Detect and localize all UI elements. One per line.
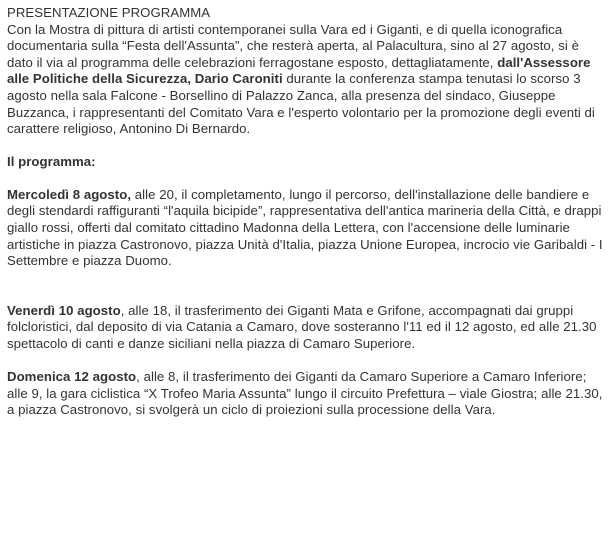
event-text: , alle 18, il trasferimento dei Giganti Mata e Grifone, accompagnati dai gruppi folcloristici, dal deposito di via Catania a Camaro, dove sosteranno l'11 ed il 12 agosto, ed alle 21.30 spettacolo di canti e danze siciliani nella piazza di Camaro Superiore. [7,302,597,351]
intro-text-start: Con la Mostra di pittura di artisti contemporanei sulla Vara ed i Giganti, e di quella iconografica documentaria sulla “Festa dell'Assunta”, che resterà aperta, al Palacultura, sino al 27 agosto, si è dato il via al programma delle celebrazioni ferragostane esposto, dettagliatamente, [7,21,579,70]
article-body [7,5,605,419]
event-text: alle 20, il completamento, lungo il percorso, dell'installazione delle bandiere e degli stendardi raffiguranti “l'aquila bicipide”, rappresentativa dell'antica marineria della Città, e drappi giallo rossi, offerti dal comitato cittadino Madonna della Lettera, con l'accensione delle luminarie artistiche in piazza Castronovo, piazza Unità d'Italia, piazza Unione Europea, incrocio vie Garibaldi - I Settembre e piazza Duomo. [7,186,603,269]
intro-paragraph [7,22,605,138]
event-text: , alle 8, il trasferimento dei Giganti da Camaro Superiore a Camaro Inferiore; alle 9, la gara ciclistica “X Trofeo Maria Assunta” lungo il circuito Prefettura – viale Giostra; alle 21.30, a piazza Castronovo, si svolgerà un ciclo di proiezioni sulla processione della Vara. [7,369,603,418]
event-date: Domenica 12 agosto [7,369,137,385]
event-date: Venerdì 10 agosto [7,302,121,318]
event-paragraph [7,187,605,270]
event-paragraph [7,303,605,353]
page-title: PRESENTAZIONE PROGRAMMA [7,5,211,20]
intro-bold-assessor: dall'Assessore alle Politiche della Sicurezza, Dario Caroniti [7,54,591,87]
program-title: Il programma: [7,153,96,169]
event-date: Mercoledì 8 agosto, [7,186,132,202]
intro-text-end: durante la conferenza stampa tenutasi lo scorso 3 agosto nella sala Falcone - Borsellino di Palazzo Zanca, alla presenza del sindaco, Giuseppe Buzzanca, i rappresentanti del Comitato Vara e l'esperto volontario per la promozione degli eventi di carattere religioso, Antonino Di Bernardo. [7,71,595,137]
event-paragraph [7,369,605,419]
